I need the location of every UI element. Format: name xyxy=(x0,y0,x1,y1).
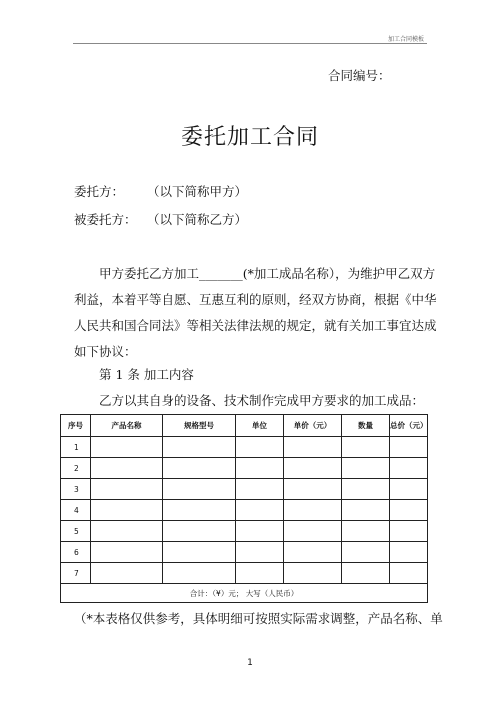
cell-quantity xyxy=(342,563,390,584)
cell-quantity xyxy=(342,521,390,542)
cell-product-name xyxy=(91,500,163,521)
table-row xyxy=(61,458,428,479)
article-1-text: 乙方以其自身的设备、技术制作完成甲方要求的加工成品： xyxy=(99,393,425,408)
cell-unit xyxy=(236,563,284,584)
table-row xyxy=(61,437,428,458)
cell-spec-model xyxy=(163,500,236,521)
total-cell: 合计：（¥）元； 大写（人民币） xyxy=(61,584,428,603)
cell-unit xyxy=(236,521,284,542)
cell-unit xyxy=(236,458,284,479)
cell-unit xyxy=(236,437,284,458)
cell-unit xyxy=(236,479,284,500)
col-header-unit: 单位 xyxy=(236,415,284,437)
cell-quantity xyxy=(342,458,390,479)
row-index: 1 xyxy=(61,437,91,458)
cell-product-name xyxy=(91,479,163,500)
running-header: 加工合同模板 xyxy=(387,36,424,43)
contractor-note: （以下简称乙方） xyxy=(147,212,248,227)
cell-unit-price xyxy=(284,437,342,458)
cell-total-price xyxy=(390,479,428,500)
cell-total-price xyxy=(390,542,428,563)
cell-unit-price xyxy=(284,500,342,521)
table-row xyxy=(61,542,428,563)
cell-product-name xyxy=(91,458,163,479)
contractor-label: 被委托方： xyxy=(74,212,137,227)
table-row xyxy=(61,563,428,584)
cell-spec-model xyxy=(163,542,236,563)
intro-paragraph xyxy=(74,261,437,365)
cell-product-name xyxy=(91,542,163,563)
cell-quantity xyxy=(342,542,390,563)
col-header-quantity: 数量 xyxy=(342,415,390,437)
header-divider xyxy=(73,43,427,44)
intro-line: 甲方委托乙方加工_______(*加工成品名称），为维护甲乙双方 xyxy=(99,266,436,281)
col-header-total-price: 总价（元） xyxy=(390,415,428,437)
cell-spec-model xyxy=(163,458,236,479)
cell-spec-model xyxy=(163,437,236,458)
col-header-unit-price: 单价（元） xyxy=(284,415,342,437)
cell-unit-price xyxy=(284,563,342,584)
cell-quantity xyxy=(342,437,390,458)
cell-unit-price xyxy=(284,458,342,479)
row-index: 6 xyxy=(61,542,91,563)
client-note: （以下简称甲方） xyxy=(147,184,248,199)
article-1-heading: 第 1 条 加工内容 xyxy=(99,367,194,382)
row-index: 2 xyxy=(61,458,91,479)
cell-unit xyxy=(236,542,284,563)
contract-number-label: 合同编号： xyxy=(328,68,391,83)
cell-unit-price xyxy=(284,542,342,563)
cell-product-name xyxy=(91,521,163,542)
cell-product-name xyxy=(91,437,163,458)
table-row xyxy=(61,479,428,500)
cell-total-price xyxy=(390,500,428,521)
cell-total-price xyxy=(390,437,428,458)
cell-total-price xyxy=(390,521,428,542)
row-index: 5 xyxy=(61,521,91,542)
client-label: 委托方： xyxy=(74,184,125,199)
cell-total-price xyxy=(390,563,428,584)
cell-spec-model xyxy=(163,521,236,542)
row-index: 7 xyxy=(61,563,91,584)
row-index: 3 xyxy=(61,479,91,500)
contractor-party xyxy=(74,210,248,228)
cell-spec-model xyxy=(163,563,236,584)
col-header-product-name: 产品名称 xyxy=(91,415,163,437)
page-title: 委托加工合同 xyxy=(180,125,319,150)
cell-spec-model xyxy=(163,479,236,500)
cell-quantity xyxy=(342,500,390,521)
table-row xyxy=(61,500,428,521)
col-header-spec-model: 规格型号 xyxy=(163,415,236,437)
intro-line: 人民共和国合同法》等相关法律法规的规定，就有关加工事宜达成 xyxy=(74,318,437,333)
intro-line: 如下协议： xyxy=(74,344,137,359)
cell-unit xyxy=(236,500,284,521)
cell-unit-price xyxy=(284,479,342,500)
table-row xyxy=(61,521,428,542)
cell-quantity xyxy=(342,479,390,500)
row-index: 4 xyxy=(61,500,91,521)
table-header-row xyxy=(61,415,428,437)
page-number: 1 xyxy=(247,658,253,668)
table-total-row xyxy=(61,584,428,603)
intro-line: 利益，本着平等自愿、互惠互利的原则，经双方协商，根据《中华 xyxy=(74,292,437,307)
table-note: （*本表格仅供参考，具体明细可按照实际需求调整，产品名称、单 xyxy=(74,611,443,626)
cell-unit-price xyxy=(284,521,342,542)
cell-product-name xyxy=(91,563,163,584)
client-party xyxy=(74,182,248,200)
col-header-index: 序号 xyxy=(61,415,91,437)
product-table xyxy=(60,414,428,603)
cell-total-price xyxy=(390,458,428,479)
